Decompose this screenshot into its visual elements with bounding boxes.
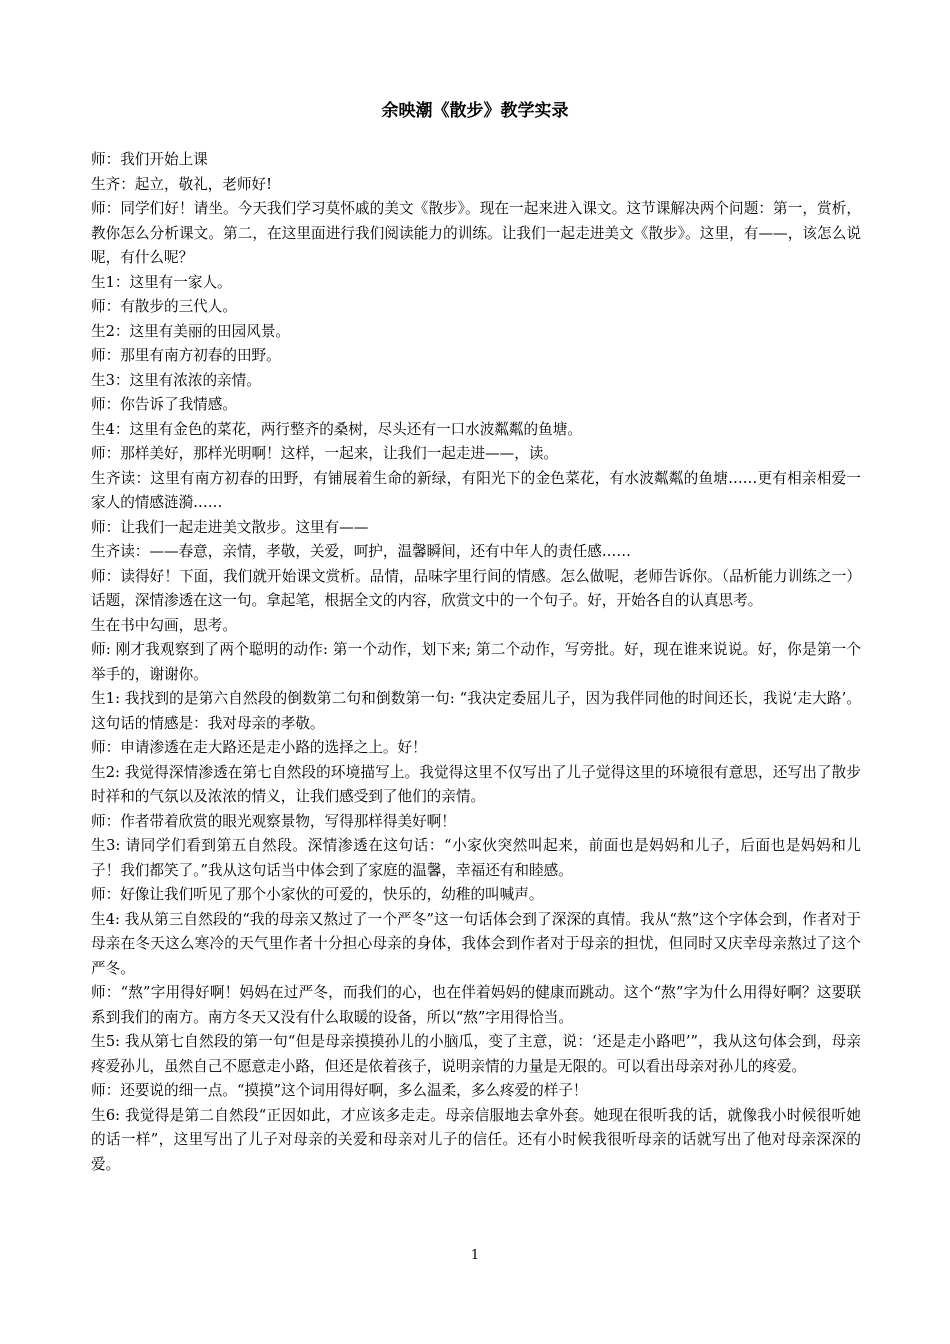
paragraph: 生齐：起立，敬礼，老师好!	[91, 175, 272, 193]
paragraph: 师：你告诉了我情感。	[91, 396, 237, 413]
document-body	[91, 148, 861, 1177]
paragraph: 师：好像让我们听见了那个小家伙的可爱的，快乐的，幼稚的叫喊声。	[91, 886, 544, 903]
paragraph: 生3：这里有浓浓的亲情。	[91, 371, 261, 389]
paragraph: 生4: 我从第三自然段的“我的母亲又熬过了一个严冬”这一句话体会到了深深的真情。我从“熬”这个字体会到，作者对于母亲在冬天这么寒冷的天气里作者十分担心母亲的身体，我体会到作者对于母亲的担忧，但同时又庆幸母亲熬过了这个严冬。	[91, 910, 861, 977]
paragraph: 生2：这里有美丽的田园风景。	[91, 322, 291, 340]
paragraph: 生3: 请同学们看到第五自然段。深情渗透在这句话：“小家伙突然叫起来，前面也是妈妈和儿子，后面也是妈妈和儿子！我们都笑了。”我从这句话当中体会到了家庭的温馨，幸福还有和睦感。	[91, 837, 861, 879]
paragraph: 生5: 我从第七自然段的第一句“但是母亲摸摸孙儿的小脑瓜，变了主意，说：‘还是走小路吧’”，我从这句体会到，母亲疼爱孙儿，虽然自己不愿意走小路，但还是依着孩子，说明亲情的力量是无限的。可以看出母亲对孙儿的疼爱。	[91, 1033, 861, 1075]
paragraph: 师：“熬”字用得好啊！妈妈在过严冬，而我们的心，也在伴着妈妈的健康而跳动。这个“熬”字为什么用得好啊？这要联系到我们的南方。南方冬天又没有什么取暖的设备，所以“熬”字用得恰当。	[91, 984, 861, 1026]
document-title: 余映潮《散步》教学实录	[381, 101, 569, 121]
paragraph: 生6: 我觉得是第二自然段“正因如此，才应该多走走。母亲信服地去拿外套。她现在很听我的话，就像我小时候很听她的话一样”，这里写出了儿子对母亲的关爱和母亲对儿子的信任。还有小时候我很听母亲的话就写出了他对母亲深深的爱。	[91, 1106, 861, 1173]
paragraph: 生在书中勾画，思考。	[91, 616, 237, 634]
paragraph: 师：申请渗透在走大路还是走小路的选择之上。好！	[91, 739, 427, 756]
paragraph: 师：让我们一起走进美文散步。这里有——	[91, 518, 369, 536]
page-number: 1	[470, 1248, 480, 1263]
paragraph: 师: 刚才我观察到了两个聪明的动作: 第一个动作，划下来; 第二个动作，写旁批。好，现在谁来说说。好，你是第一个举手的，谢谢你。	[91, 641, 861, 683]
paragraph: 师：同学们好！请坐。今天我们学习莫怀戚的美文《散步》。现在一起来进入课文。这节课解决两个问题：第一，赏析，教你怎么分析课文。第二，在这里面进行我们阅读能力的训练。让我们一起走进美文《散步》。这里，有——，该怎么说呢，有什么呢？	[91, 200, 861, 266]
paragraph: 生齐读：——春意，亲情，孝敬，关爱，呵护，温馨瞬间，还有中年人的责任感……	[91, 543, 631, 560]
paragraph: 师：那样美好，那样光明啊！这样，一起来，让我们一起走进——，读。	[91, 445, 559, 462]
paragraph: 师：那里有南方初春的田野。	[91, 347, 281, 364]
paragraph: 生4：这里有金色的菜花，两行整齐的桑树，尽头还有一口水波粼粼的鱼塘。	[91, 420, 582, 438]
paragraph: 师：还要说的细一点。“摸摸”这个词用得好啊，多么温柔，多么疼爱的样子！	[91, 1082, 588, 1099]
paragraph: 生齐读：这里有南方初春的田野，有铺展着生命的新绿，有阳光下的金色菜花，有水波粼粼的鱼塘……更有相亲相爱一家人的情感涟漪……	[91, 469, 861, 511]
paragraph: 师：有散步的三代人。	[91, 298, 237, 315]
paragraph: 生1: 我找到的是第六自然段的倒数第二句和倒数第一句: “我决定委屈儿子，因为我伴同他的时间还长，我说‘走大路’。这句话的情感是：我对母亲的孝敬。	[91, 690, 861, 732]
paragraph: 生1：这里有一家人。	[91, 273, 232, 291]
paragraph: 师：我们开始上课	[91, 151, 208, 168]
paragraph: 生2: 我觉得深情渗透在第七自然段的环境描写上。我觉得这里不仅写出了儿子觉得这里的环境很有意思，还写出了散步时祥和的气氛以及浓浓的情义，让我们感受到了他们的亲情。	[91, 763, 861, 805]
paragraph: 师：读得好！下面，我们就开始课文赏析。品情，品味字里行间的情感。怎么做呢，老师告诉你。（品析能力训练之一）话题，深情渗透在这一句。拿起笔，根据全文的内容，欣赏文中的一个句子。好，开始各自的认真思考。	[91, 567, 861, 609]
paragraph: 师：作者带着欣赏的眼光观察景物，写得那样得美好啊！	[91, 812, 456, 830]
